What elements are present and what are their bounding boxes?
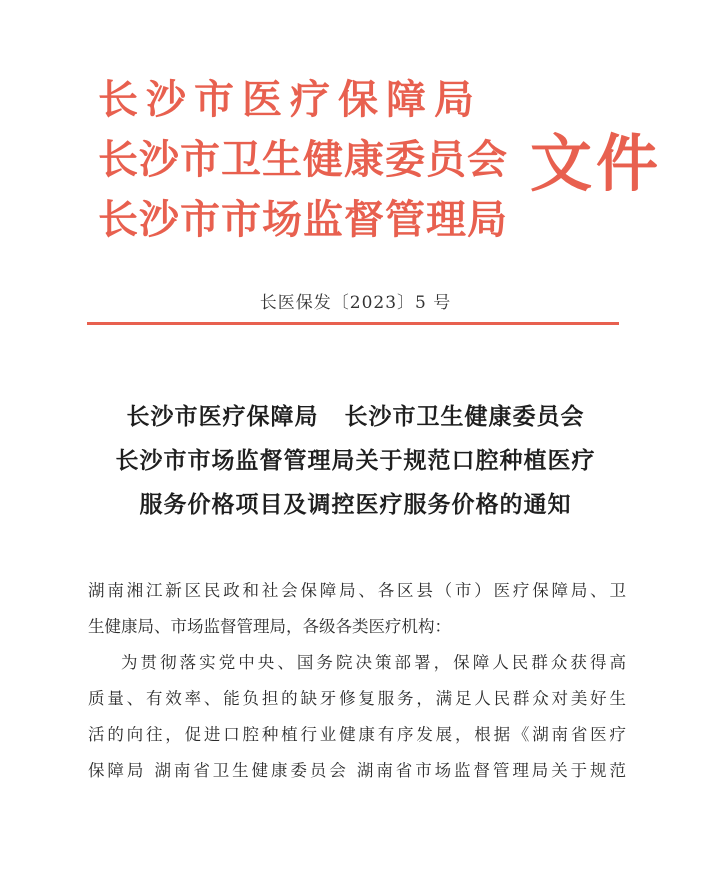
body-line: 生健康局、市场监督管理局，各级各类医疗机构： [88, 617, 451, 636]
body-line: 保障局 湖南省卫生健康委员会 湖南省市场监督管理局关于规范 [88, 761, 626, 780]
document-header [98, 70, 662, 250]
body-line: 质量、有效率、能负担的缺牙修复服务，满足人民群众对美好生 [88, 689, 626, 708]
issuer-market-supervision-bureau: 长沙市市场监督管理局 [98, 196, 508, 243]
issuer-health-commission: 长沙市卫生健康委员会 [98, 136, 508, 183]
body-line: 为贯彻落实党中央、国务院决策部署，保障人民群众获得高 [121, 653, 626, 672]
body-line: 活的向往，促进口腔种植行业健康有序发展，根据《湖南省医疗 [88, 725, 626, 744]
document-body [88, 573, 626, 789]
red-divider-line [87, 322, 619, 325]
body-line: 湖南湘江新区民政和社会保障局、各区县（市）医疗保障局、卫 [88, 581, 626, 600]
title-line-1-part-2: 长沙市卫生健康委员会 [344, 403, 585, 430]
title-line-1 [80, 395, 631, 439]
document-type-label: 文件 [530, 126, 663, 200]
document-title [80, 395, 631, 527]
title-line-2: 长沙市市场监督管理局关于规范口腔种植医疗 [115, 447, 596, 474]
title-line-1-part-1: 长沙市医疗保障局 [126, 403, 319, 430]
issuer-medical-security-bureau: 长沙市医疗保障局 [98, 76, 482, 123]
issuing-authorities [98, 70, 508, 250]
title-line-3: 服务价格项目及调控医疗服务价格的通知 [139, 491, 572, 518]
document-number: 长医保发〔2023〕5 号 [259, 293, 452, 313]
